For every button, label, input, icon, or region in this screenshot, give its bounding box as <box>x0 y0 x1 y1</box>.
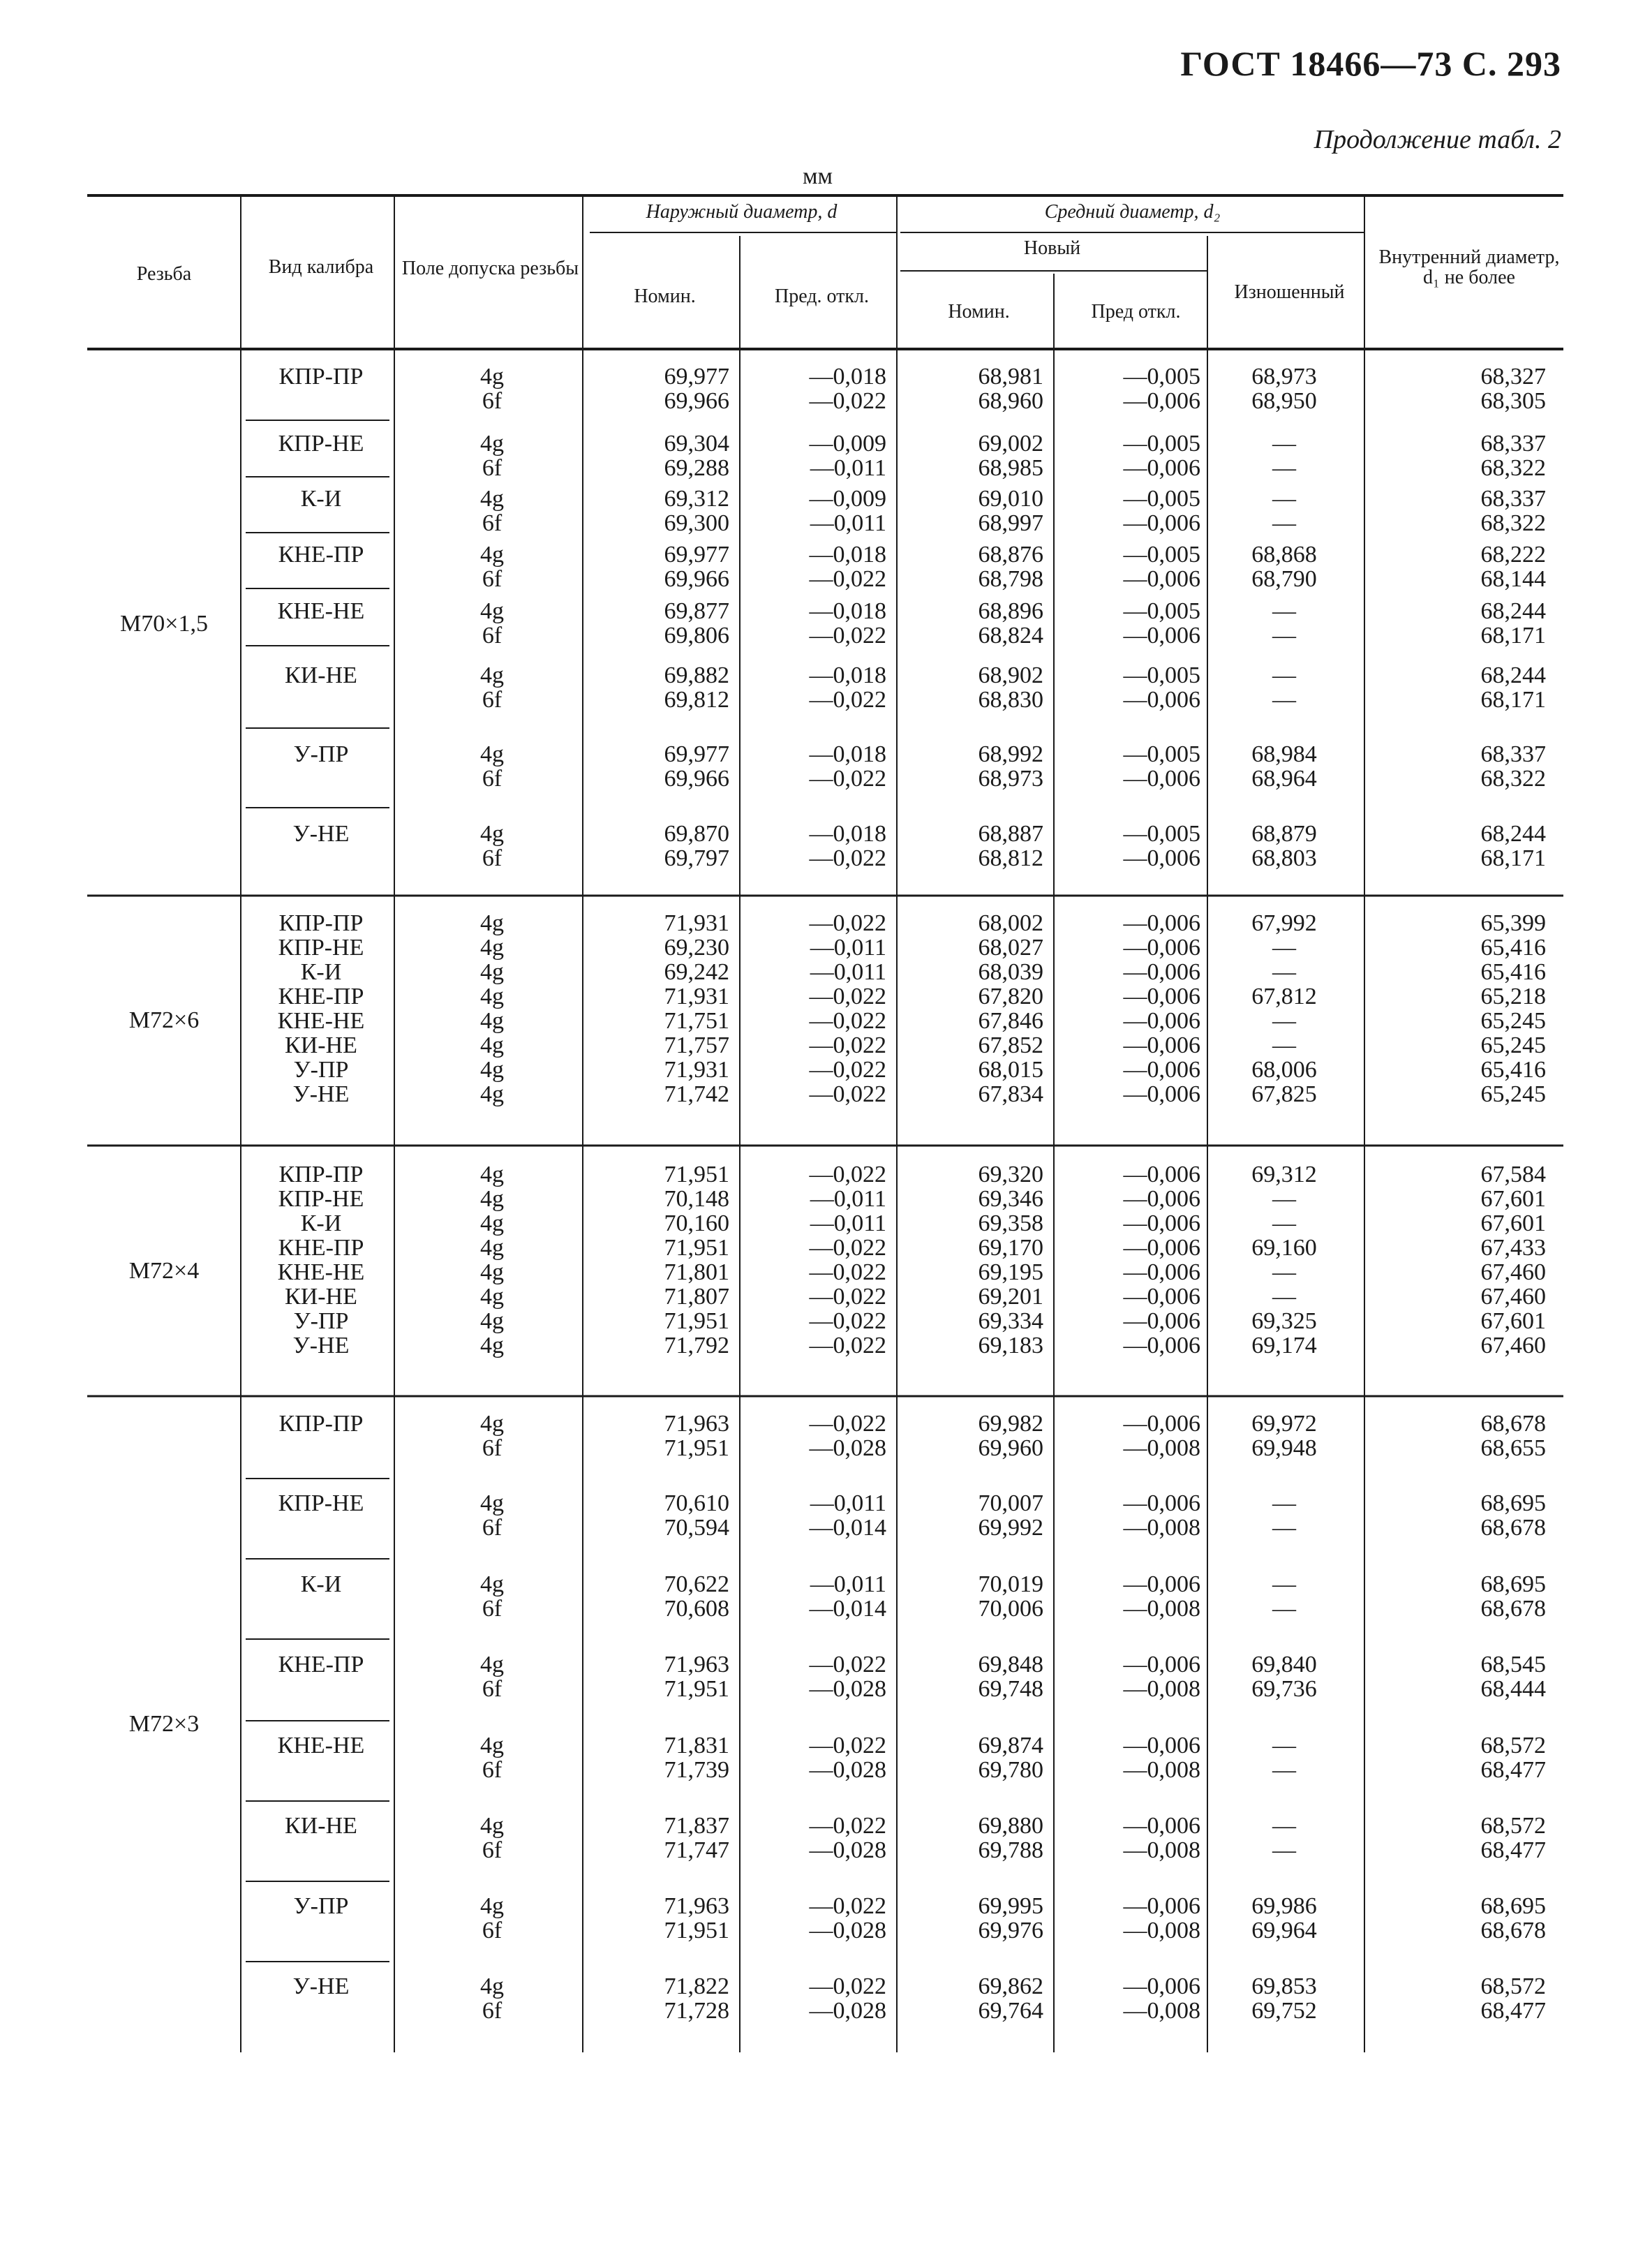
inner-cell: 68,244 68,171 <box>1480 821 1546 871</box>
gauge-type-cell: КПР-НЕ <box>278 431 364 457</box>
outer-dev-cell: —0,022 —0,028 <box>809 1733 886 1783</box>
pitch-dev-cell: —0,006 —0,008 <box>1123 1733 1200 1783</box>
outer-dev-cell: —0,022 —0,028 <box>809 1652 886 1702</box>
pitch-nom-cell: 68,887 68,812 <box>978 821 1043 871</box>
inner-cell: 68,545 68,444 <box>1480 1652 1546 1702</box>
pitch-dev-cell: —0,005 —0,006 <box>1123 364 1200 414</box>
worn-cell: — — <box>1272 486 1296 536</box>
pitch-dev-cell: —0,005 —0,006 <box>1123 486 1200 536</box>
inner-cell: 68,337 68,322 <box>1480 486 1546 536</box>
tol-cell: 4g 4g 4g 4g 4g 4g 4g 4g <box>480 1162 504 1358</box>
header-pitch-nom: Номин. <box>948 301 1010 323</box>
worn-cell: — — <box>1272 1571 1296 1622</box>
tol-cell: 4g 6f <box>480 1893 504 1943</box>
tol-cell: 4g 6f <box>480 542 504 592</box>
pitch-dev-cell: —0,005 —0,006 <box>1123 741 1200 792</box>
pitch-nom-cell: 70,007 69,992 <box>978 1490 1043 1541</box>
pitch-dev-cell: —0,006 —0,008 <box>1123 1973 1200 2024</box>
worn-cell: 69,853 69,752 <box>1251 1973 1317 2024</box>
pitch-nom-cell: 68,876 68,798 <box>978 542 1043 592</box>
worn-cell: 68,868 68,790 <box>1251 542 1317 592</box>
pitch-nom-cell: 69,995 69,976 <box>978 1893 1043 1943</box>
gauge-type-cell: КНЕ-НЕ <box>277 598 365 624</box>
page-title: ГОСТ 18466—73 С. 293 <box>1180 44 1561 83</box>
units-label: мм <box>803 163 833 189</box>
pitch-nom-cell: 68,896 68,824 <box>978 598 1043 649</box>
worn-cell: 68,984 68,964 <box>1251 741 1317 792</box>
pitch-dev-cell: —0,006 —0,006 —0,006 —0,006 —0,006 —0,006 —0,006 —0,006 <box>1123 910 1200 1107</box>
worn-cell: — — <box>1272 1733 1296 1783</box>
gauge-type-cell: У-ПР <box>293 741 349 767</box>
inner-cell: 67,584 67,601 67,601 67,433 67,460 67,460 67,601 67,460 <box>1480 1162 1546 1358</box>
pitch-dev-cell: —0,005 —0,006 <box>1123 821 1200 871</box>
pitch-dev-cell: —0,006 —0,006 —0,006 —0,006 —0,006 —0,006 —0,006 —0,006 <box>1123 1162 1200 1358</box>
worn-cell: 69,840 69,736 <box>1251 1652 1317 1702</box>
outer-nom-cell: 71,822 71,728 <box>664 1973 729 2024</box>
outer-nom-cell: 71,837 71,747 <box>664 1813 729 1863</box>
gauge-type-cell: КНЕ-ПР <box>278 1652 364 1677</box>
outer-dev-cell: —0,011 —0,014 <box>809 1490 886 1541</box>
thread-designation: M72×6 <box>128 1007 200 1033</box>
inner-cell: 68,244 68,171 <box>1480 662 1546 713</box>
tol-cell: 4g 6f <box>480 598 504 649</box>
outer-nom-cell: 69,977 69,966 <box>664 741 729 792</box>
outer-nom-cell: 69,312 69,300 <box>664 486 729 536</box>
tol-cell: 4g 6f <box>480 486 504 536</box>
header-new: Новый <box>1023 237 1081 259</box>
pitch-nom-cell: 69,862 69,764 <box>978 1973 1043 2024</box>
gauge-type-cell: КПР-ПР КПР-НЕ К-И КНЕ-ПР КНЕ-НЕ КИ-НЕ У-ПР У-НЕ <box>277 1162 365 1358</box>
gauge-type-cell: У-ПР <box>293 1893 349 1919</box>
inner-cell: 68,572 68,477 <box>1480 1973 1546 2024</box>
outer-nom-cell: 69,870 69,797 <box>664 821 729 871</box>
outer-nom-cell: 71,831 71,739 <box>664 1733 729 1783</box>
inner-cell: 68,695 68,678 <box>1480 1893 1546 1943</box>
tol-cell: 4g 6f <box>480 1411 504 1461</box>
outer-nom-cell: 71,931 69,230 69,242 71,931 71,751 71,757 71,931 71,742 <box>664 910 729 1107</box>
pitch-nom-cell: 69,010 68,997 <box>978 486 1043 536</box>
pitch-nom-cell: 69,002 68,985 <box>978 431 1043 481</box>
pitch-dev-cell: —0,006 —0,008 <box>1123 1490 1200 1541</box>
tol-cell: 4g 4g 4g 4g 4g 4g 4g 4g <box>480 910 504 1107</box>
header-outer-nom: Номин. <box>634 286 696 307</box>
header-pitch-dev: Пред откл. <box>1091 301 1181 323</box>
pitch-nom-cell: 69,880 69,788 <box>978 1813 1043 1863</box>
inner-cell: 68,244 68,171 <box>1480 598 1546 649</box>
worn-cell: 68,973 68,950 <box>1251 364 1317 414</box>
tol-cell: 4g 6f <box>480 1733 504 1783</box>
pitch-dev-cell: —0,006 —0,008 <box>1123 1652 1200 1702</box>
table-continuation-label: Продолжение табл. 2 <box>1314 125 1561 154</box>
inner-cell: 68,222 68,144 <box>1480 542 1546 592</box>
gauge-type-cell: КПР-ПР <box>278 1411 364 1437</box>
outer-nom-cell: 69,977 69,966 <box>664 364 729 414</box>
worn-cell: — — <box>1272 598 1296 649</box>
outer-nom-cell: 69,877 69,806 <box>664 598 729 649</box>
pitch-dev-cell: —0,005 —0,006 <box>1123 431 1200 481</box>
inner-cell: 68,327 68,305 <box>1480 364 1546 414</box>
outer-dev-cell: —0,018 —0,022 <box>809 662 886 713</box>
outer-dev-cell: —0,022 —0,028 <box>809 1893 886 1943</box>
header-worn: Изношенный <box>1234 281 1345 303</box>
pitch-dev-cell: —0,005 —0,006 <box>1123 662 1200 713</box>
outer-dev-cell: —0,022 —0,011 —0,011 —0,022 —0,022 —0,022 —0,022 —0,022 <box>809 1162 886 1358</box>
pitch-dev-cell: —0,005 —0,006 <box>1123 542 1200 592</box>
tol-cell: 4g 6f <box>480 1490 504 1541</box>
outer-dev-cell: —0,018 —0,022 <box>809 542 886 592</box>
inner-cell: 68,695 68,678 <box>1480 1490 1546 1541</box>
worn-cell: — — <box>1272 1490 1296 1541</box>
worn-cell: — — <box>1272 431 1296 481</box>
outer-nom-cell: 69,977 69,966 <box>664 542 729 592</box>
outer-nom-cell: 71,963 71,951 <box>664 1411 729 1461</box>
gauge-type-cell: К-И <box>300 1571 342 1597</box>
gauge-type-cell: У-НЕ <box>292 1973 350 1999</box>
inner-cell: 68,337 68,322 <box>1480 431 1546 481</box>
pitch-nom-cell: 68,002 68,027 68,039 67,820 67,846 67,852 68,015 67,834 <box>978 910 1043 1107</box>
pitch-dev-cell: —0,006 —0,008 <box>1123 1411 1200 1461</box>
outer-dev-cell: —0,018 —0,022 <box>809 364 886 414</box>
header-outer-diameter: Наружный диаметр, d <box>646 201 838 223</box>
pitch-nom-cell: 69,982 69,960 <box>978 1411 1043 1461</box>
outer-nom-cell: 69,882 69,812 <box>664 662 729 713</box>
pitch-nom-cell: 68,992 68,973 <box>978 741 1043 792</box>
worn-cell: 69,986 69,964 <box>1251 1893 1317 1943</box>
header-tolerance: Поле допуска резьбы <box>401 258 579 279</box>
header-pitch-diameter: Средний диаметр, d₂ <box>1044 201 1221 223</box>
pitch-dev-cell: —0,005 —0,006 <box>1123 598 1200 649</box>
outer-dev-cell: —0,018 —0,022 <box>809 741 886 792</box>
outer-dev-cell: —0,018 —0,022 <box>809 598 886 649</box>
outer-dev-cell: —0,009 —0,011 <box>809 486 886 536</box>
gauge-type-cell: КПР-ПР <box>278 364 364 390</box>
outer-dev-cell: —0,022 —0,028 <box>809 1813 886 1863</box>
thread-designation: M72×4 <box>128 1257 200 1284</box>
outer-nom-cell: 69,304 69,288 <box>664 431 729 481</box>
header-outer-dev: Пред. откл. <box>775 286 869 307</box>
tol-cell: 4g 6f <box>480 1973 504 2024</box>
pitch-nom-cell: 69,874 69,780 <box>978 1733 1043 1783</box>
tol-cell: 4g 6f <box>480 364 504 414</box>
pitch-nom-cell: 68,981 68,960 <box>978 364 1043 414</box>
gauge-type-cell: К-И <box>300 486 342 512</box>
worn-cell: 69,312 — — 69,160 — — 69,325 69,174 <box>1251 1162 1317 1358</box>
tol-cell: 4g 6f <box>480 741 504 792</box>
gauge-type-cell: КНЕ-НЕ <box>277 1733 365 1758</box>
pitch-nom-cell: 69,848 69,748 <box>978 1652 1043 1702</box>
inner-cell: 68,572 68,477 <box>1480 1733 1546 1783</box>
gauge-type-cell: У-НЕ <box>292 821 350 847</box>
thread-designation: M72×3 <box>128 1711 200 1737</box>
gauge-type-cell: КИ-НЕ <box>285 1813 357 1839</box>
pitch-dev-cell: —0,006 —0,008 <box>1123 1571 1200 1622</box>
outer-dev-cell: —0,022 —0,028 <box>809 1973 886 2024</box>
pitch-nom-cell: 70,019 70,006 <box>978 1571 1043 1622</box>
outer-nom-cell: 70,610 70,594 <box>664 1490 729 1541</box>
tol-cell: 4g 6f <box>480 821 504 871</box>
inner-cell: 65,399 65,416 65,416 65,218 65,245 65,245 65,416 65,245 <box>1480 910 1546 1107</box>
outer-nom-cell: 71,963 71,951 <box>664 1893 729 1943</box>
inner-cell: 68,572 68,477 <box>1480 1813 1546 1863</box>
header-thread: Резьба <box>136 263 192 285</box>
thread-designation: M70×1,5 <box>120 611 208 637</box>
tol-cell: 4g 6f <box>480 1813 504 1863</box>
tol-cell: 4g 6f <box>480 1571 504 1622</box>
outer-dev-cell: —0,022 —0,011 —0,011 —0,022 —0,022 —0,022 —0,022 —0,022 <box>809 910 886 1107</box>
gauge-type-cell: КПР-НЕ <box>278 1490 364 1516</box>
pitch-dev-cell: —0,006 —0,008 <box>1123 1893 1200 1943</box>
worn-cell: — — <box>1272 662 1296 713</box>
outer-nom-cell: 70,622 70,608 <box>664 1571 729 1622</box>
outer-nom-cell: 71,963 71,951 <box>664 1652 729 1702</box>
outer-dev-cell: —0,011 —0,014 <box>809 1571 886 1622</box>
pitch-dev-cell: —0,006 —0,008 <box>1123 1813 1200 1863</box>
header-inner-diameter: Внутренний диаметр, d₁ не более <box>1378 246 1560 289</box>
gauge-type-cell: КНЕ-ПР <box>278 542 364 568</box>
tol-cell: 4g 6f <box>480 431 504 481</box>
tol-cell: 4g 6f <box>480 662 504 713</box>
outer-dev-cell: —0,009 —0,011 <box>809 431 886 481</box>
tol-cell: 4g 6f <box>480 1652 504 1702</box>
worn-cell: 68,879 68,803 <box>1251 821 1317 871</box>
outer-dev-cell: —0,022 —0,028 <box>809 1411 886 1461</box>
inner-cell: 68,678 68,655 <box>1480 1411 1546 1461</box>
pitch-nom-cell: 68,902 68,830 <box>978 662 1043 713</box>
outer-dev-cell: —0,018 —0,022 <box>809 821 886 871</box>
gauge-type-cell: КПР-ПР КПР-НЕ К-И КНЕ-ПР КНЕ-НЕ КИ-НЕ У-ПР У-НЕ <box>277 910 365 1107</box>
inner-cell: 68,337 68,322 <box>1480 741 1546 792</box>
inner-cell: 68,695 68,678 <box>1480 1571 1546 1622</box>
gauge-type-cell: КИ-НЕ <box>285 662 357 688</box>
worn-cell: 69,972 69,948 <box>1251 1411 1317 1461</box>
header-gauge-type: Вид калибра <box>268 256 374 278</box>
worn-cell: — — <box>1272 1813 1296 1863</box>
outer-nom-cell: 71,951 70,148 70,160 71,951 71,801 71,807 71,951 71,792 <box>664 1162 729 1358</box>
pitch-nom-cell: 69,320 69,346 69,358 69,170 69,195 69,201 69,334 69,183 <box>978 1162 1043 1358</box>
worn-cell: 67,992 — — 67,812 — — 68,006 67,825 <box>1251 910 1317 1107</box>
